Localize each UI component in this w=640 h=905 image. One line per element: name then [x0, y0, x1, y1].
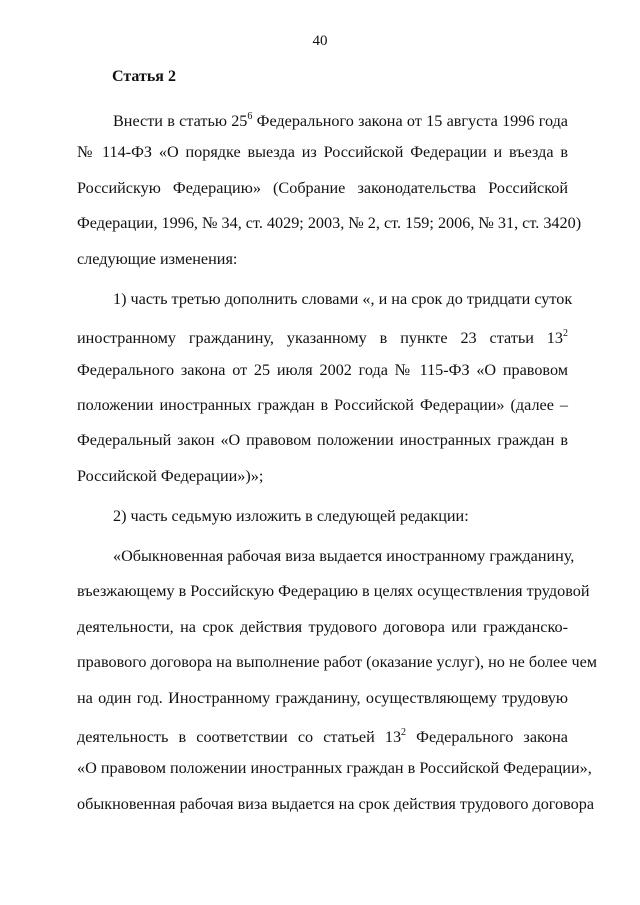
text-line	[77, 687, 568, 722]
document-body	[77, 106, 598, 833]
text-line	[77, 248, 568, 283]
paragraph	[77, 545, 598, 829]
text-line	[77, 212, 582, 247]
text-segment: правового договора на выполнение работ (оказание услуг), но не более чем	[77, 653, 598, 672]
paragraph	[77, 288, 573, 501]
superscript: 2	[401, 726, 407, 738]
text-segment: Федеральный закон «О правовом положении иностранных граждан в	[77, 431, 568, 450]
text-segment: «Обыкновенная рабочая виза выдается иностранному гражданину,	[113, 546, 575, 565]
text-segment: «О правовом положении иностранных граждан в Российской Федерации»,	[77, 759, 592, 778]
text-segment: обыкновенная рабочая виза выдается на срок действия трудового договора	[77, 794, 595, 813]
page-number: 40	[312, 33, 328, 49]
text-line	[77, 793, 595, 828]
text-line	[77, 545, 575, 580]
text-segment: деятельность в соответствии со статьей 13	[77, 727, 402, 746]
text-segment: положении иностранных граждан в Российской Федерации» (далее –	[77, 396, 568, 414]
text-segment: Федерации, 1996, № 34, ст. 4029; 2003, № 2, ст. 159; 2006, № 31, ст. 3420)	[77, 214, 582, 233]
text-line	[77, 394, 568, 429]
text-line	[77, 505, 568, 540]
text-line	[77, 359, 568, 394]
text-line	[77, 757, 592, 792]
text-segment: Внести в статью 25	[113, 112, 248, 130]
text-line	[77, 106, 568, 141]
text-line	[77, 580, 590, 615]
text-line	[77, 141, 568, 176]
text-segment: Российскую Федерацию» (Собрание законодательства Российской	[77, 178, 568, 197]
text-line	[77, 323, 568, 358]
text-segment: Федерального закона	[406, 727, 568, 746]
text-segment: деятельности, на срок действия трудового договора или гражданско-	[77, 617, 568, 636]
text-line	[77, 616, 568, 651]
superscript: 6	[247, 111, 253, 122]
text-segment: Федерального закона от 25 июля 2002 года № 115-ФЗ «О правовом	[77, 360, 568, 379]
text-line	[77, 722, 568, 757]
text-segment: въезжающему в Российскую Федерацию в целях осуществления трудовой	[77, 582, 590, 601]
paragraph	[77, 505, 568, 540]
text-line	[77, 177, 568, 212]
text-segment: 2) часть седьмую изложить в следующей редакции:	[113, 506, 469, 525]
text-segment: Российской Федерации»)»;	[77, 466, 264, 485]
article-heading: Статья 2	[112, 68, 176, 85]
text-segment: 1) часть третью дополнить словами «, и на срок до тридцати суток	[113, 289, 573, 308]
text-segment: иностранному гражданину, указанному в пункте 23 статьи 13	[77, 329, 563, 348]
text-segment: на один год. Иностранному гражданину, осуществляющему трудовую	[77, 688, 568, 707]
paragraph	[77, 106, 582, 283]
text-segment: № 114-ФЗ «О порядке выезда из Российской Федерации и въезда в	[77, 143, 568, 162]
text-segment: Федерального закона от 15 августа 1996 года	[252, 112, 568, 130]
text-line	[77, 651, 598, 686]
text-line	[77, 429, 568, 464]
text-segment: следующие изменения:	[77, 249, 238, 268]
text-line	[77, 288, 573, 323]
text-line	[77, 465, 568, 500]
superscript: 2	[563, 328, 568, 340]
